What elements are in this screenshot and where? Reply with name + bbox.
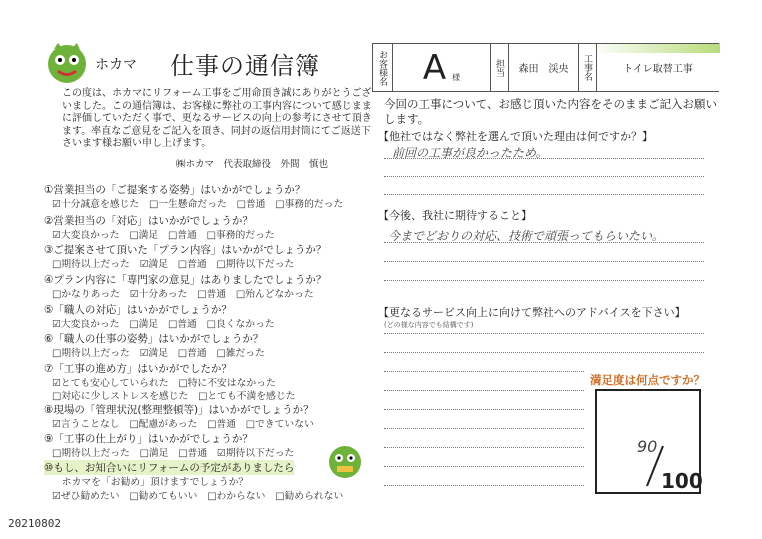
mascot-logo-icon bbox=[44, 40, 90, 86]
section-2-title: 【今後、我社に期待すること】 bbox=[378, 209, 532, 222]
options-10[interactable]: ☑ぜひ勧めたい □勧めてもいい □わからない □勧められない bbox=[52, 491, 344, 502]
lead-text: 今回の工事について、お感じ頂いた内容をそのままご記入お願いします。 bbox=[384, 97, 718, 126]
question-10: ⑩もし、お知合いにリフォームの予定がありましたら bbox=[44, 462, 295, 474]
options-7a[interactable]: ☑とても安心していられた □特に不安はなかった bbox=[52, 378, 276, 389]
options-9[interactable]: □期待以上だった □満足 □普通 ☑期待以下だった bbox=[52, 448, 295, 459]
score-box[interactable] bbox=[595, 389, 701, 494]
signature: ㈱ホカマ 代表取締役 外間 慎也 bbox=[176, 159, 329, 170]
question-8: ⑧現場の「管理状況(整理整頓等)」はいかがでしょうか？ bbox=[44, 404, 314, 416]
section-1-answer[interactable]: 前回の工事が良かったため。 bbox=[392, 146, 548, 160]
staff-name: 森田 渓央 bbox=[509, 44, 579, 91]
staff-label: 担当 bbox=[491, 44, 509, 91]
work-name: トイレ取替工事 bbox=[623, 64, 693, 75]
work-label: 工事名 bbox=[579, 44, 597, 91]
options-4[interactable]: □かなりあった ☑十分あった □普通 □殆んどなかった bbox=[52, 289, 314, 300]
question-7: ⑦「工事の進め方」はいかがでしたか？ bbox=[44, 363, 232, 375]
question-6: ⑥「職人の仕事の姿勢」はいかがでしょうか？ bbox=[44, 333, 264, 345]
page-title: 仕事の通信簿 bbox=[170, 52, 320, 80]
score-title: 満足度は何点ですか？ bbox=[590, 373, 705, 387]
question-10-cont: ホカマを「お勧め」頂けますでしょうか？ bbox=[52, 477, 249, 488]
section-1-title: 【他社ではなく弊社を選んで頂いた理由は何ですか？】 bbox=[378, 130, 653, 143]
score-max: 100 bbox=[661, 469, 703, 493]
options-5[interactable]: ☑大変良かった □満足 □普通 □良くなかった bbox=[52, 319, 275, 330]
section-2-answer[interactable]: 今までどおりの対応、技術で頑張ってもらいたい。 bbox=[388, 229, 665, 243]
company-name: ホカマ bbox=[95, 57, 137, 73]
options-2[interactable]: ☑大変良かった □満足 □普通 □事務的だった bbox=[52, 230, 275, 241]
section-3-title: 【更なるサービス向上に向けて弊社へのアドバイスを下さい】 bbox=[378, 306, 686, 319]
options-3[interactable]: □期待以上だった ☑満足 □普通 □期待以下だった bbox=[52, 259, 295, 270]
question-4: ④プラン内容に「専門家の意見」はありましたでしょうか？ bbox=[44, 274, 327, 286]
name-label: お客様名 bbox=[373, 44, 393, 91]
question-2: ②営業担当の「対応」はいかがでしょうか？ bbox=[44, 215, 253, 227]
honorific: 様 bbox=[452, 73, 461, 82]
intro-text: この度は、ホカマにリフォーム工事をご用命頂き誠にありがとうございました。この通信簿は、お客様に弊社の工事内容について感じままに評価していただく事で、更なるサービスの向上の参考にさせて頂きます。率直なご意見をご記入を頂き、同封の返信用封筒にてご返送下さいます様お願い申し上げます。 bbox=[62, 88, 372, 150]
customer-info-box bbox=[372, 43, 719, 92]
options-1[interactable]: ☑十分誠意を感じた □一生懸命だった □普通 □事務的だった bbox=[52, 199, 344, 210]
score-value: 90 bbox=[637, 437, 658, 456]
question-9: ⑨「工事の仕上がり」はいかがでしょうか？ bbox=[44, 433, 253, 445]
customer-name: A bbox=[422, 47, 447, 88]
question-1: ①営業担当の「ご提案する姿勢」はいかがでしょうか？ bbox=[44, 184, 306, 196]
question-3: ③ご提案させて頂いた「プラン内容」はいかがでしょうか？ bbox=[44, 244, 327, 256]
options-7b[interactable]: □対応に少しストレスを感じた □とても不満を感じた bbox=[52, 391, 296, 402]
options-6[interactable]: □期待以上だった ☑満足 □普通 □雑だった bbox=[52, 348, 265, 359]
mascot-small-icon bbox=[325, 440, 365, 480]
options-8[interactable]: ☑言うことなし □配慮があった □普通 □できていない bbox=[52, 419, 314, 430]
section-3-note: (どの様な内容でも結構です) bbox=[384, 321, 474, 329]
date-stamp: 20210802 bbox=[8, 517, 61, 530]
question-5: ⑤「職人の対応」はいかがでしょうか？ bbox=[44, 304, 232, 316]
